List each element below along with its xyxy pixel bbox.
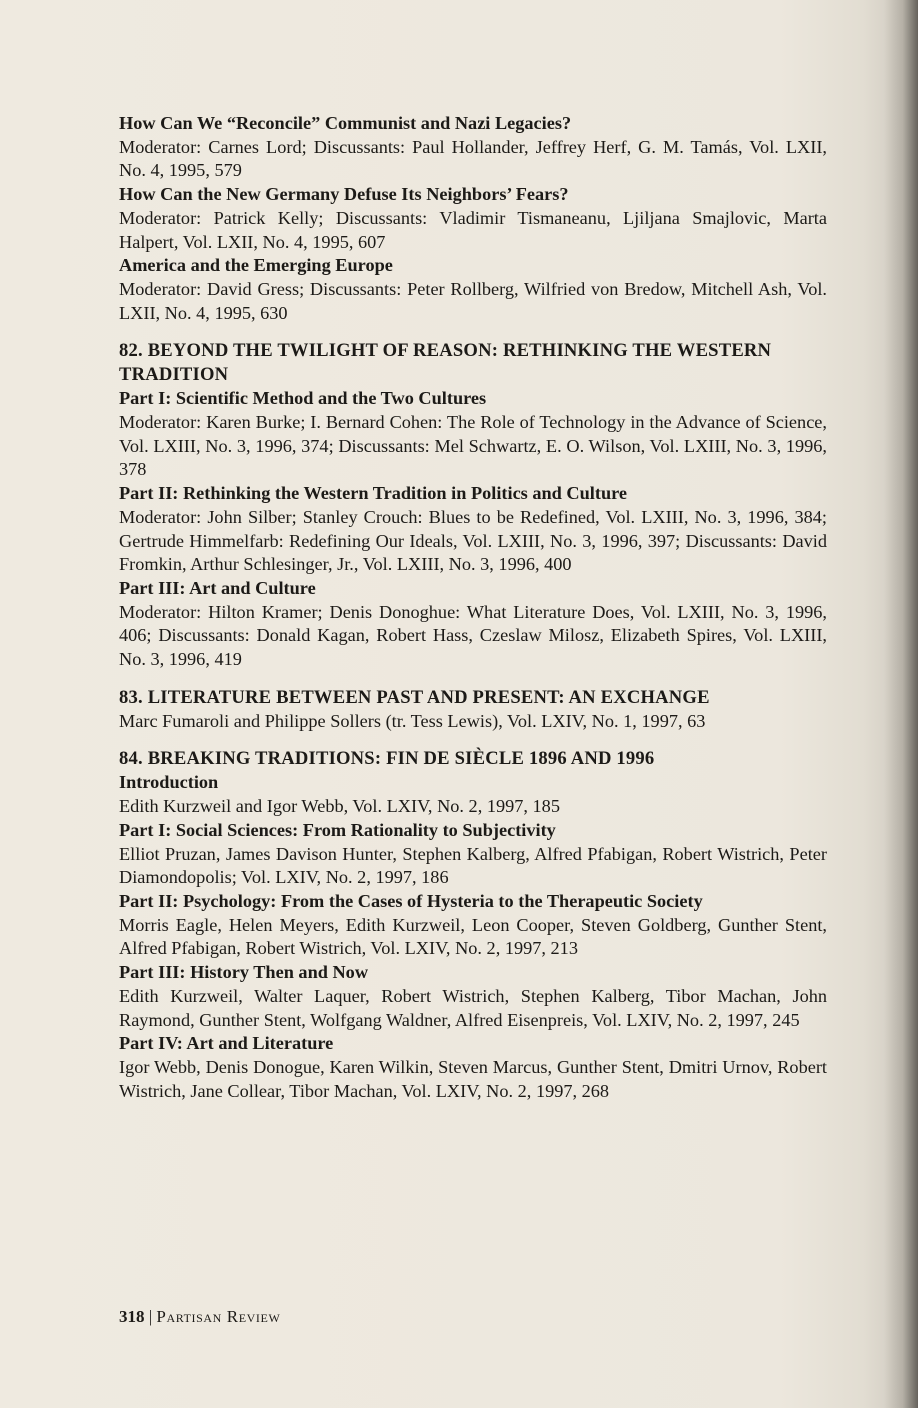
entry-citation: Morris Eagle, Helen Meyers, Edith Kurzweil, Leon Cooper, Steven Goldberg, Gunther Stent, Alfred Pfabigan, Robert Wistrich, Vol. LXIV, No. 2, 1997, 213 [119, 914, 827, 959]
entry-citation: Edith Kurzweil, Walter Laquer, Robert Wistrich, Stephen Kalberg, Tibor Machan, John Raymond, Gunther Stent, Wolfgang Waldner, Alfred Eisenpreis, Vol. LXIV, No. 2, 1997, 245 [119, 985, 827, 1030]
entry-citation: Marc Fumaroli and Philippe Sollers (tr. Tess Lewis), Vol. LXIV, No. 1, 1997, 63 [119, 710, 706, 731]
entry-citation: Moderator: John Silber; Stanley Crouch: Blues to be Redefined, Vol. LXIII, No. 3, 1996, 384; Gertrude Himmelfarb: Redefining Our Ideals, Vol. LXIII, No. 3, 1996, 397; Discussants: David Fromkin, Arthur Schlesinger, Jr., Vol. LXIII, No. 3, 1996, 400 [119, 506, 827, 575]
footer-separator: | [148, 1307, 153, 1326]
entry-citation: Moderator: Carnes Lord; Discussants: Paul Hollander, Jeffrey Herf, G. M. Tamás, Vol. LXII, No. 4, 1995, 579 [119, 136, 827, 181]
section-heading-84: 84. BREAKING TRADITIONS: FIN DE SIÈCLE 1896 AND 1996 [119, 748, 655, 770]
entry-citation: Igor Webb, Denis Donogue, Karen Wilkin, Steven Marcus, Gunther Stent, Dmitri Urnov, Robert Wistrich, Jane Collear, Tibor Machan, Vol. LXIV, No. 2, 1997, 268 [119, 1056, 827, 1101]
entry-heading: America and the Emerging Europe [119, 255, 393, 276]
entry-heading: Part I: Scientific Method and the Two Cultures [119, 388, 487, 409]
entry-heading: How Can the New Germany Defuse Its Neighbors’ Fears? [119, 184, 569, 205]
entry-heading: Introduction [119, 772, 219, 793]
section-heading-82: 82. BEYOND THE TWILIGHT OF REASON: RETHINKING THE WESTERN TRADITION [119, 340, 772, 386]
entry-heading: Part IV: Art and Literature [119, 1033, 334, 1054]
entry-citation: Elliot Pruzan, James Davison Hunter, Stephen Kalberg, Alfred Pfabigan, Robert Wistrich, Peter Diamondopolis; Vol. LXIV, No. 2, 1997, 186 [119, 843, 827, 888]
entry-heading: How Can We “Reconcile” Communist and Nazi Legacies? [119, 113, 572, 133]
page-number: 318 [119, 1307, 145, 1326]
entry-citation: Moderator: David Gress; Discussants: Peter Rollberg, Wilfried von Bredow, Mitchell Ash, Vol. LXII, No. 4, 1995, 630 [119, 278, 827, 323]
entry-heading: Part I: Social Sciences: From Rationality to Subjectivity [119, 819, 556, 840]
index-content [119, 112, 827, 1103]
entry-heading: Part II: Psychology: From the Cases of Hysteria to the Therapeutic Society [119, 890, 703, 911]
entry-citation: Edith Kurzweil and Igor Webb, Vol. LXIV, No. 2, 1997, 185 [119, 796, 560, 817]
entry-heading: Part III: History Then and Now [119, 962, 369, 983]
entry-citation: Moderator: Patrick Kelly; Discussants: Vladimir Tismaneanu, Ljiljana Smajlovic, Marta Halpert, Vol. LXII, No. 4, 1995, 607 [119, 207, 827, 252]
entry-citation: Moderator: Karen Burke; I. Bernard Cohen: The Role of Technology in the Advance of Science, Vol. LXIII, No. 3, 1996, 374; Discussants: Mel Schwartz, E. O. Wilson, Vol. LXIII, No. 3, 1996, 378 [119, 412, 827, 480]
entry-heading: Part III: Art and Culture [119, 577, 316, 598]
entry-heading: Part II: Rethinking the Western Tradition in Politics and Culture [119, 483, 628, 504]
journal-title: Partisan Review [156, 1307, 281, 1326]
section-heading-83: 83. LITERATURE BETWEEN PAST AND PRESENT: AN EXCHANGE [119, 686, 710, 708]
entry-citation: Moderator: Hilton Kramer; Denis Donoghue: What Literature Does, Vol. LXIII, No. 3, 1996, 406; Discussants: Donald Kagan, Robert Hass, Czeslaw Milosz, Elizabeth Spires, Vol. LXIII, No. 3, 1996, 419 [119, 601, 827, 670]
page-footer [119, 1307, 280, 1327]
page-gutter-shadow [884, 0, 918, 1408]
